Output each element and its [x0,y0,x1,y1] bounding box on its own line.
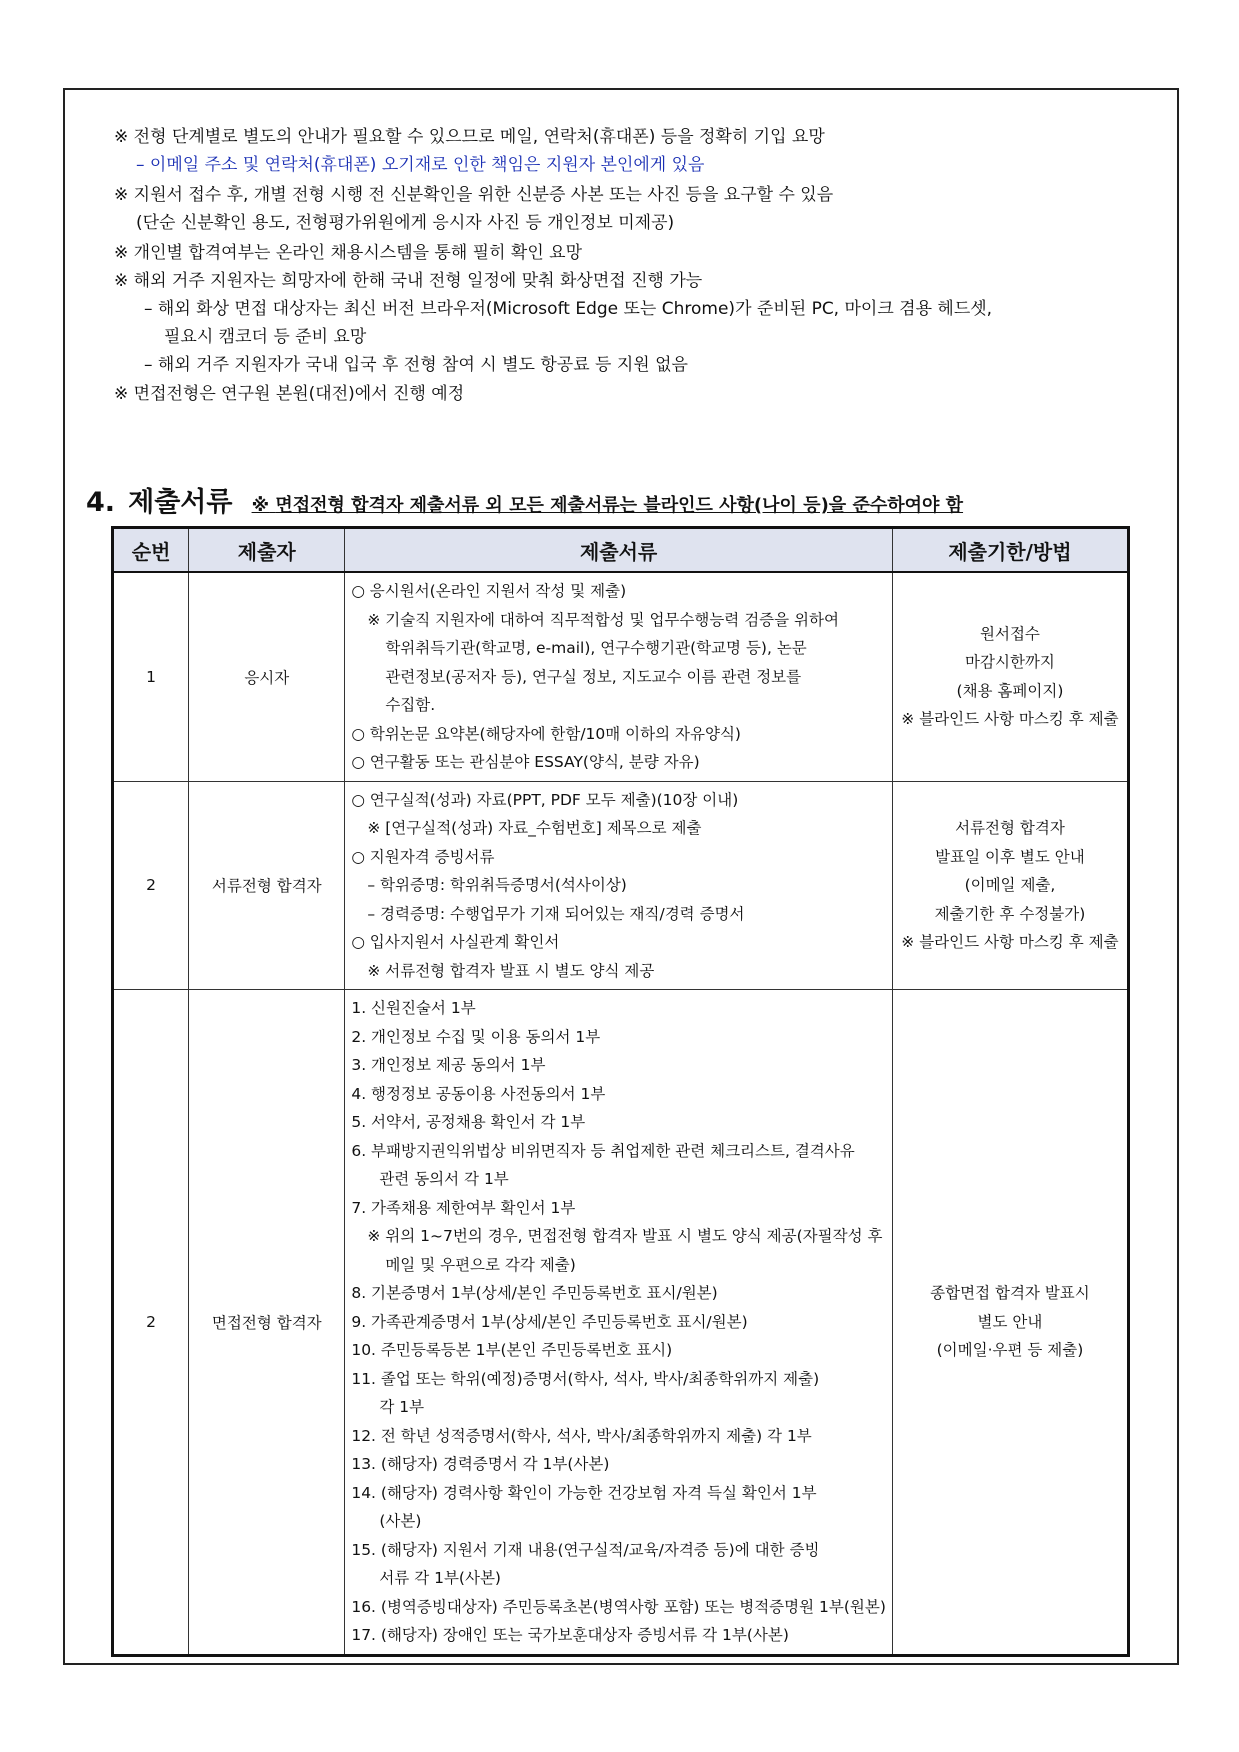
section-number: 4. [86,487,116,518]
document-item: 관련 동의서 각 1부 [379,1170,509,1188]
row-deadline [892,572,1128,781]
document-item: 17. (해당자) 장애인 또는 국가보훈대상자 증빙서류 각 1부(사본) [351,1626,789,1644]
header-no: 순번 [113,528,189,573]
row-documents [345,572,893,781]
document-item: ○ 응시원서(온라인 지원서 작성 및 제출) [351,582,627,600]
document-item: ○ 지원자격 증빙서류 [351,847,495,866]
document-item: 학위취득기관(학교명, e-mail), 연구수행기관(학교명 등), 논문 [385,639,807,657]
document-item: 4. 행정정보 공동이용 사전동의서 1부 [351,1084,606,1103]
document-item: 2. 개인정보 수집 및 이용 동의서 1부 [351,1027,601,1046]
document-item: – 학위증명: 학위취득증명서(석사이상) [367,876,627,894]
remark-text: 면접전형 합격자 제출서류 외 모든 제출서류는 블라인드 사항(나이 등)을 준수하여야 함 [275,495,964,516]
notice-line: ※ 지원서 접수 후, 개별 전형 시행 전 신분확인을 위한 신분증 사본 또는 사진 등을 요구할 수 있음 [114,185,834,205]
remark-mark: ※ [251,495,270,516]
row-deadline [892,781,1128,990]
document-item: 14. (해당자) 경력사항 확인이 가능한 건강보험 자격 득실 확인서 1부 [351,1483,817,1502]
deadline-line: 마감시한까지 [965,653,1055,672]
row-documents [345,781,893,990]
section-title: 제출서류 [128,487,233,518]
deadline-line: 서류전형 합격자 [955,819,1065,837]
document-item: 11. 졸업 또는 학위(예정)증명서(학사, 석사, 박사/최종학위까지 제출) [351,1369,820,1388]
row-submitter: 서류전형 합격자 [189,781,345,990]
document-item: 13. (해당자) 경력증명서 각 1부(사본) [351,1455,610,1473]
row-submitter: 면접전형 합격자 [189,990,345,1656]
deadline-line: 발표일 이후 별도 안내 [935,847,1085,866]
notice-line: ※ 개인별 합격여부는 온라인 채용시스템을 통해 필히 확인 요망 [114,243,583,263]
document-item: 12. 전 학년 성적증명서(학사, 석사, 박사/최종학위까지 제출) 각 1부 [351,1426,812,1445]
section-heading [86,480,963,519]
deadline-line: (이메일·우편 등 제출) [936,1341,1084,1359]
deadline-line: 원서접수 [980,624,1040,643]
notice-line: – 해외 거주 지원자가 국내 입국 후 전형 참여 시 별도 항공료 등 지원 없음 [144,355,688,375]
header-deadline: 제출기한/방법 [892,528,1128,573]
deadline-line: ※ 블라인드 사항 마스킹 후 제출 [901,710,1119,729]
table-row [113,990,1129,1656]
header-documents: 제출서류 [345,528,893,573]
document-item: 관련정보(공저자 등), 연구실 정보, 지도교수 이름 관련 정보를 [385,667,802,686]
row-documents [345,990,893,1656]
document-item: ○ 연구실적(성과) 자료(PPT, PDF 모두 제출)(10장 이내) [351,790,739,809]
document-item: ○ 입사지원서 사실관계 확인서 [351,933,560,951]
document-item: (사본) [379,1512,422,1530]
document-item: 10. 주민등록등본 1부(본인 주민등록번호 표시) [351,1341,673,1359]
row-number: 2 [113,781,189,990]
notice-line: 필요시 캠코더 등 준비 요망 [164,327,367,347]
deadline-line: 별도 안내 [977,1312,1043,1331]
document-item: 7. 가족채용 제한여부 확인서 1부 [351,1198,576,1217]
table-row [113,572,1129,781]
deadline-line: 종합면접 합격자 발표시 [930,1284,1090,1302]
document-item: 메일 및 우편으로 각각 제출) [385,1255,576,1274]
document-item: 각 1부 [379,1398,425,1416]
document-item: ※ 위의 1~7번의 경우, 면접전형 합격자 발표 시 별도 양식 제공(자필작성 후 [367,1227,883,1245]
table-header-row [113,528,1129,573]
notice-line: – 해외 화상 면접 대상자는 최신 버전 브라우저(Microsoft Edge 또는 Chrome)가 준비된 PC, 마이크 겸용 헤드셋, [144,299,993,319]
deadline-line: 제출기한 후 수정불가) [934,904,1086,923]
document-item: 1. 신원진술서 1부 [351,999,476,1017]
deadline-line: ※ 블라인드 사항 마스킹 후 제출 [901,933,1119,951]
document-item: 수집함. [385,696,436,714]
row-number: 2 [113,990,189,1656]
deadline-line: (이메일 제출, [964,876,1056,894]
document-item: 15. (해당자) 지원서 기재 내용(연구실적/교육/자격증 등)에 대한 증빙 [351,1540,820,1559]
document-item: 5. 서약서, 공정채용 확인서 각 1부 [351,1113,586,1131]
notice-line: ※ 해외 거주 지원자는 희망자에 한해 국내 전형 일정에 맞춰 화상면접 진행 가능 [114,271,703,291]
notice-line: (단순 신분확인 용도, 전형평가위원에게 응시자 사진 등 개인정보 미제공) [136,213,675,233]
row-number: 1 [113,572,189,781]
row-deadline [892,990,1128,1656]
document-item: 서류 각 1부(사본) [379,1569,501,1587]
document-item: ※ [연구실적(성과) 자료_수험번호] 제목으로 제출 [367,819,702,837]
header-submitter: 제출자 [189,528,345,573]
row-submitter: 응시자 [189,572,345,781]
document-item: 8. 기본증명서 1부(상세/본인 주민등록번호 표시/원본) [351,1284,718,1302]
document-item: ○ 학위논문 요약본(해당자에 한함/10매 이하의 자유양식) [351,724,741,743]
section-remark [252,495,963,516]
document-item: ○ 연구활동 또는 관심분야 ESSAY(양식, 분량 자유) [351,753,700,771]
notice-line: ※ 면접전형은 연구원 본원(대전)에서 진행 예정 [114,384,465,404]
document-item: ※ 서류전형 합격자 발표 시 별도 양식 제공 [367,961,655,980]
table-row [113,781,1129,990]
document-item: 16. (병역증빙대상자) 주민등록초본(병역사항 포함) 또는 병적증명원 1부(원본) [351,1597,886,1616]
deadline-line: (채용 홈페이지) [956,681,1064,700]
document-item: ※ 기술직 지원자에 대하여 직무적합성 및 업무수행능력 검증을 위하여 [367,610,839,629]
notice-line: – 이메일 주소 및 연락처(휴대폰) 오기재로 인한 책임은 지원자 본인에게 있음 [136,155,705,175]
documents-table [111,526,1130,1657]
notice-line: ※ 전형 단계별로 별도의 안내가 필요할 수 있으므로 메일, 연락처(휴대폰) 등을 정확히 기입 요망 [114,127,825,147]
document-item: 3. 개인정보 제공 동의서 1부 [351,1056,546,1074]
document-item: – 경력증명: 수행업무가 기재 되어있는 재직/경력 증명서 [367,904,745,923]
document-item: 9. 가족관계증명서 1부(상세/본인 주민등록번호 표시/원본) [351,1312,748,1331]
document-item: 6. 부패방지권익위법상 비위면직자 등 취업제한 관련 체크리스트, 결격사유 [351,1141,855,1160]
